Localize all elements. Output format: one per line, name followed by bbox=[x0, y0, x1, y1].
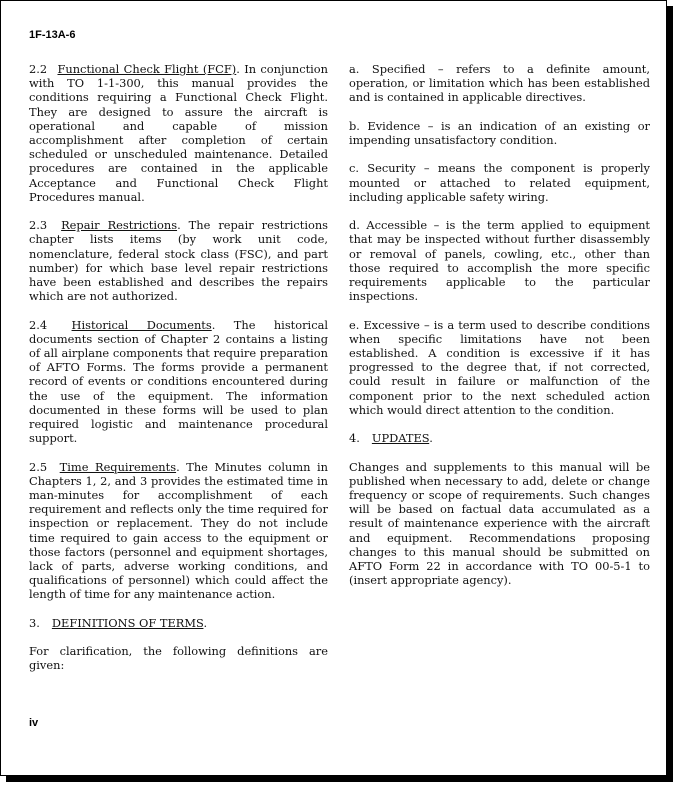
document-id: 1F-13A-6 bbox=[29, 29, 76, 41]
paragraph-number: 2.2 bbox=[29, 62, 48, 76]
paragraph-historical-documents bbox=[29, 318, 328, 446]
left-column bbox=[29, 62, 328, 687]
definition-accessible: d. Accessible – is the term applied to equipment that may be inspected without further disassembly or removal of panels, cowling, etc., other than those required to accomplish the more specific requirements applicable to the particular inspections. bbox=[349, 218, 650, 304]
page-number: iv bbox=[29, 717, 39, 729]
section-title: UPDATES bbox=[371, 431, 430, 446]
section-heading-definitions bbox=[29, 616, 328, 630]
paragraph-text: . In conjunction with TO 1-1-300, this manual provides the conditions requiring a Functional Check Flight. They are designed to assure the aircraft is operational and capable of mission accomplishment after completion of certain scheduled or unscheduled maintenance. Detailed procedures are contained in the applicable Acceptance and Functional Check Flight Procedures manual. bbox=[29, 62, 328, 204]
paragraph-number: 2.3 bbox=[29, 218, 48, 233]
section-title-period: . bbox=[203, 615, 208, 630]
definition-specified: a. Specified – refers to a definite amount, operation, or limitation which has been established and is contained in applicable directives. bbox=[349, 62, 650, 105]
paragraph-title: Functional Check Flight (FCF) bbox=[57, 62, 237, 76]
definition-security: c. Security – means the component is properly mounted or attached to related equipment, including applicable safety wiring. bbox=[349, 161, 650, 204]
section-title: DEFINITIONS OF TERMS bbox=[51, 615, 204, 630]
section-number: 3. bbox=[29, 615, 40, 630]
definition-evidence: b. Evidence – is an indication of an existing or impending unsatisfactory condition. bbox=[349, 118, 650, 147]
paragraph-number: 2.4 bbox=[29, 317, 48, 332]
paragraph-text: . The Minutes column in Chapters 1, 2, and 3 provides the estimated time in man-minutes for accomplishment of each requirement and reflects only the time required for inspection or replacement. They do not include time required to gain access to the equipment or those factors (personnel and equipment shortages, lack of parts, adverse working conditions, and qualifications of personnel) which could affect the length of time for any maintenance action. bbox=[29, 459, 328, 602]
section-number: 4. bbox=[349, 431, 360, 446]
paragraph-text: . The repair restrictions chapter lists items (by work unit code, nomenclature, federal stock class (FSC), and part number) for which base level repair restrictions have been established and describes the repairs which are not authorized. bbox=[29, 218, 329, 304]
paragraph-updates: Changes and supplements to this manual will be published when necessary to add, delete or change frequency or scope of requirements. Such changes will be based on factual data accumulated as a result of maintenance experience with the aircraft and equipment. Recommendations proposing changes to this manual should be submitted on AFTO Form 22 in accordance with TO 00-5-1 to (insert appropriate agency). bbox=[349, 459, 650, 588]
paragraph-number: 2.5 bbox=[29, 459, 48, 474]
paragraph-functional-check-flight bbox=[29, 62, 328, 204]
paragraph-clarification: For clarification, the following definitions are given: bbox=[29, 644, 328, 673]
right-column bbox=[349, 62, 650, 602]
definition-excessive: e. Excessive – is a term used to describe conditions when specific limitations have not been established. A condition is excessive if it has progressed to the degree that, if not corrected, could result in failure or malfunction of the component prior to the next scheduled action which would direct attention to the condition. bbox=[349, 317, 650, 417]
paragraph-title: Time Requirements bbox=[59, 459, 177, 474]
paragraph-title: Historical Documents bbox=[71, 317, 212, 332]
paragraph-text: . The historical documents section of Chapter 2 contains a listing of all airplane components that require preparation of AFTO Forms. The forms provide a permanent record of events or conditions encountered during the use of the equipment. The information documented in these forms will be used to plan required logistic and maintenance procedural support. bbox=[29, 317, 329, 446]
paragraph-time-requirements bbox=[29, 460, 328, 602]
section-heading-updates bbox=[349, 431, 650, 445]
section-title-period: . bbox=[429, 431, 433, 446]
paragraph-title: Repair Restrictions bbox=[61, 218, 178, 233]
paragraph-repair-restrictions bbox=[29, 218, 328, 303]
